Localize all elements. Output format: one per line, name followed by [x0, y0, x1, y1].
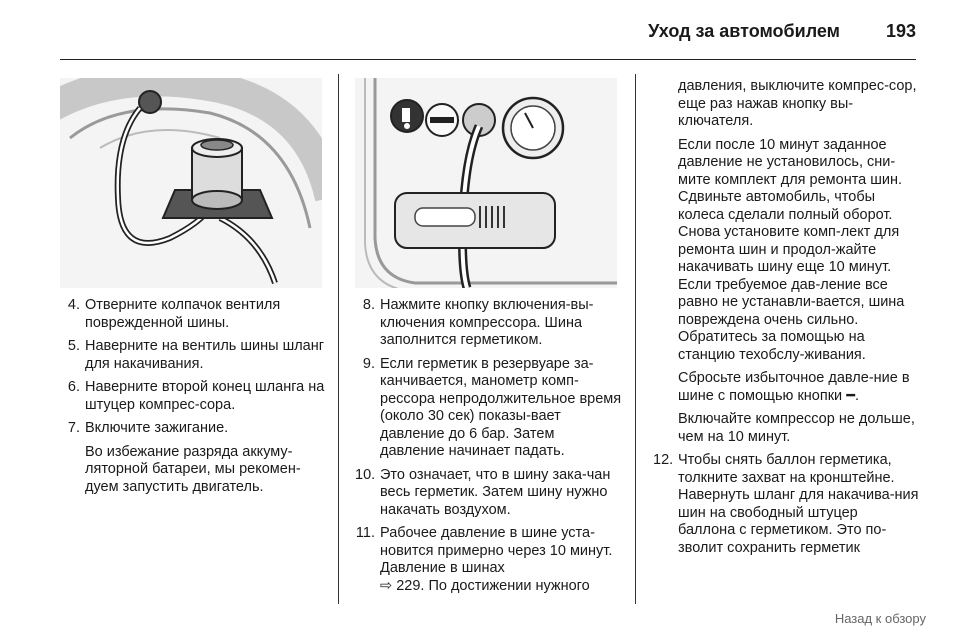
tire-sealant-drawing [60, 78, 322, 288]
step-text: Наверните второй конец шланга на штуцер компрес-сора. [85, 379, 325, 413]
column-middle [355, 297, 623, 601]
step-text: Отверните колпачок вентиля поврежденной шины. [85, 297, 281, 331]
back-to-overview-link[interactable]: Назад к обзору [834, 611, 926, 626]
minus-button-icon: ━ [846, 387, 855, 404]
page-number: 193 [885, 21, 916, 41]
column-right [653, 78, 919, 563]
step-text-tail: . По достижении нужного [420, 577, 590, 594]
column-divider-left [338, 74, 339, 604]
step-10 [355, 467, 623, 520]
step-number: 11. [355, 525, 375, 541]
reference-page-number: 229 [396, 577, 421, 594]
compressor-drawing [355, 78, 617, 288]
step-number: 10. [355, 466, 376, 483]
step-number: 9. [362, 355, 375, 372]
paragraph-time-limit: Включайте компрессор не дольше, чем на 10 минут. [678, 411, 915, 445]
step-8 [355, 297, 623, 350]
column-divider-right [635, 74, 636, 604]
paragraph-pressure-warning: Если после 10 минут заданное давление не установилось, сни-мите комплект для ремонта шин. Сдвиньте автомобиль, чтобы колеса сделали полный оборот. Снова установите комп-лект для ремонта шин и продол-жайте накачивать шину еще 10 минут. Если требуемое дав-ление все равно не устанавли-вается, шина повреждена очень сильно. Обратитесь за помощью на станцию техобслу-живания. [678, 136, 905, 363]
step-number: 5. [67, 338, 80, 354]
section-title: Уход за автомобилем [648, 21, 840, 41]
illustration-tire-hose [60, 78, 322, 288]
release-text-end: . [854, 387, 859, 404]
step-text: Если герметик в резервуаре за-канчивается, манометр комп-рессора непродолжительное время (около 30 сек) показы-вает давление до 6 бар. Затем давление начинает падать. [380, 355, 622, 459]
step-number: 8. [362, 297, 375, 313]
step-number: 12. [653, 452, 674, 468]
paragraph-switch-off: давления, выключите компрес-сор, еще раз нажав кнопку вы-ключателя. [678, 78, 917, 129]
step-number: 4. [67, 297, 80, 313]
step-text: Рабочее давление в шине уста-новится примерно через 10 минут. Давление в шинах [380, 525, 613, 576]
step-number: 7. [67, 420, 80, 436]
step-text: Наверните на вентиль шины шланг для накачивания. [85, 338, 325, 372]
step-11 [355, 525, 623, 595]
page-header [60, 18, 916, 60]
release-text: Сбросьте избыточное давле-ние в шине с помощью кнопки [678, 370, 910, 404]
reference-arrow-icon: ⇨ [380, 577, 393, 594]
step-5 [60, 338, 332, 373]
step-9 [355, 356, 623, 461]
step-6 [60, 379, 332, 414]
step-text: Нажмите кнопку включения-вы-ключения компрессора. Шина заполнится герметиком. [380, 297, 594, 348]
step-4 [60, 297, 332, 332]
illustration-compressor [355, 78, 617, 288]
step-text: Это означает, что в шину зака-чан весь герметик. Затем шину нужно накачать воздухом. [380, 466, 611, 518]
battery-note: Во избежание разряда аккуму-ляторной батареи, мы рекомен-дуем запустить двигатель. [85, 443, 301, 495]
step-text: Включите зажигание. [85, 420, 229, 436]
step-text: Чтобы снять баллон герметика, толкните захват на кронштейне. Навернуть шланг для накачива-ния шин на свободный штуцер баллона с герметиком. Это по-зволит сохранить герметик [678, 452, 919, 556]
column-left [60, 297, 332, 502]
step-7 [60, 420, 332, 438]
step-12 [653, 452, 919, 557]
step-number: 6. [67, 379, 80, 395]
page-reference[interactable] [380, 578, 420, 594]
paragraph-release-pressure [653, 370, 919, 405]
